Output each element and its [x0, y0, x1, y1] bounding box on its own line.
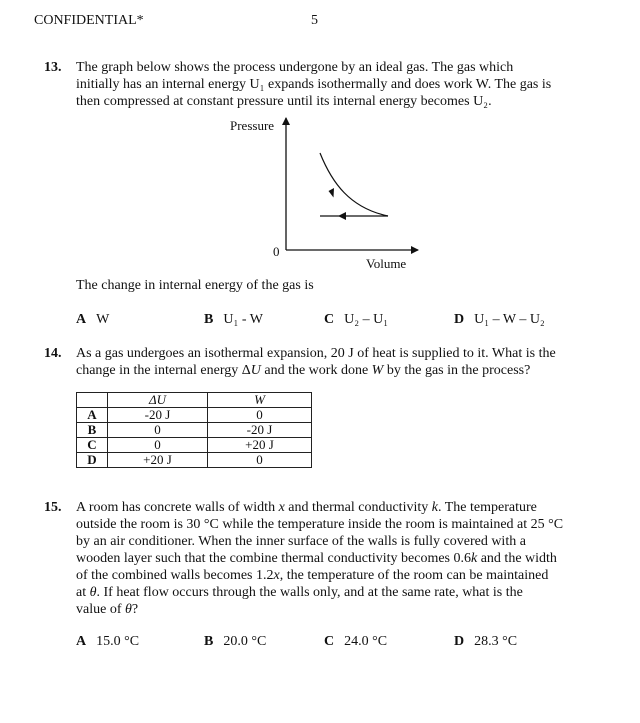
question-13-line-1: The graph below shows the process undergone by an ideal gas. The gas which	[76, 60, 514, 75]
q14-line-2-part: change in the internal energy Δ	[76, 363, 251, 378]
question-15-line-3: by an air conditioner. When the inner surface of the walls is fully covered with a	[76, 534, 526, 549]
q15-option-c	[324, 633, 387, 650]
row-w: 0	[208, 453, 312, 468]
header-delta-u-text: ΔU	[148, 392, 167, 407]
table-row	[77, 408, 312, 423]
question-15-line-5	[76, 567, 586, 584]
row-w: 0	[208, 408, 312, 423]
q13-option-b-text: U₁ - W	[223, 312, 263, 327]
q15-var-x: x	[273, 568, 280, 583]
q13-option-b-letter: B	[204, 312, 214, 327]
q13-option-a	[76, 311, 109, 328]
q14-line-2-part: and the work done	[260, 363, 372, 378]
q13-option-a-text: W	[96, 312, 110, 327]
question-15-line-1	[76, 499, 586, 516]
q15-var-k: k	[471, 551, 478, 566]
question-15-text	[76, 499, 586, 618]
row-delta-u: 0	[108, 423, 208, 438]
header-w-text: W	[254, 392, 265, 407]
table-row	[77, 438, 312, 453]
question-14-text	[76, 345, 586, 379]
q15-text-part: ?	[131, 602, 139, 617]
question-14-line-1: As a gas undergoes an isothermal expansion, 20 J of heat is supplied to it. What is the	[76, 346, 556, 361]
table-row	[77, 423, 312, 438]
pv-graph	[220, 108, 430, 276]
page-number: 5	[311, 13, 318, 28]
table-header-row	[77, 393, 312, 408]
q15-option-c-letter: C	[324, 634, 335, 649]
q15-text-part: value of	[76, 602, 125, 617]
q15-var-k: k	[431, 500, 438, 515]
confidential-label: CONFIDENTIAL*	[34, 13, 144, 28]
q15-option-d-letter: D	[454, 634, 465, 649]
row-delta-u: 0	[108, 438, 208, 453]
q13-option-b	[204, 311, 263, 328]
isothermal-curve	[320, 153, 388, 216]
q15-text-part: and thermal conductivity	[284, 500, 432, 515]
q15-option-b-text: 20.0 °C	[223, 634, 267, 649]
q15-text-part: . The temperature	[437, 500, 537, 515]
x-axis-label: Volume	[366, 256, 407, 271]
question-15-number: 15.	[44, 500, 62, 515]
question-14-number: 14.	[44, 346, 62, 361]
curve-arrowhead	[329, 188, 335, 198]
q15-text-part: , the temperature of the room can be maintained	[279, 568, 549, 583]
header-delta-u	[108, 393, 208, 408]
q15-var-x: x	[278, 500, 285, 515]
q15-option-d-text: 28.3 °C	[474, 634, 518, 649]
question-13-number: 13.	[44, 60, 62, 75]
q15-var-theta: θ	[89, 585, 97, 600]
q13-option-a-letter: A	[76, 312, 87, 327]
q15-text-part: wooden layer such that the combine thermal conductivity becomes 0.6	[76, 551, 471, 566]
q13-option-c	[324, 311, 388, 328]
q15-option-a-text: 15.0 °C	[96, 634, 140, 649]
question-13-line-3: then compressed at constant pressure until its internal energy becomes U₂.	[76, 94, 492, 109]
question-15-line-7	[76, 601, 586, 618]
question-15-line-4	[76, 550, 586, 567]
q13-option-c-text: U₂ – U₁	[344, 312, 389, 327]
q15-option-b-letter: B	[204, 634, 214, 649]
question-15-line-6	[76, 584, 586, 601]
question-13-prompt: The change in internal energy of the gas is	[76, 278, 314, 293]
row-w: +20 J	[208, 438, 312, 453]
q14-line-2-part: by the gas in the process?	[383, 363, 531, 378]
q14-answer-table	[76, 392, 312, 468]
table-corner-cell	[77, 393, 108, 408]
q15-text-part: of the combined walls becomes 1.2	[76, 568, 274, 583]
q15-option-a	[76, 633, 139, 650]
row-delta-u: +20 J	[108, 453, 208, 468]
q15-option-c-text: 24.0 °C	[344, 634, 388, 649]
q15-option-b	[204, 633, 266, 650]
question-14-line-2	[76, 362, 586, 379]
question-15-line-2: outside the room is 30 °C while the temperature inside the room is maintained at 25 °C	[76, 517, 564, 532]
q14-var-w: W	[371, 363, 384, 378]
q13-option-d-text: U₁ – W – U₂	[474, 312, 545, 327]
isobaric-arrowhead	[338, 212, 346, 220]
header-w	[208, 393, 312, 408]
row-label: C	[77, 438, 108, 453]
q14-var-u: U	[250, 363, 261, 378]
q15-text-part: A room has concrete walls of width	[76, 500, 279, 515]
q15-option-a-letter: A	[76, 634, 87, 649]
question-13-line-2: initially has an internal energy U₁ expands isothermally and does work W. The gas is	[76, 77, 552, 92]
y-axis-label: Pressure	[230, 118, 275, 133]
question-13-text	[76, 59, 586, 110]
q15-text-part: at	[76, 585, 90, 600]
origin-label: 0	[273, 244, 280, 259]
q13-option-d	[454, 311, 545, 328]
row-delta-u: -20 J	[108, 408, 208, 423]
q13-option-d-letter: D	[454, 312, 465, 327]
q15-text-part: . If heat flow occurs through the walls only, and at the same rate, what is the	[96, 585, 523, 600]
row-label: B	[77, 423, 108, 438]
q15-option-d	[454, 633, 517, 650]
row-w: -20 J	[208, 423, 312, 438]
row-label: A	[77, 408, 108, 423]
q15-text-part: and the width	[477, 551, 557, 566]
row-label: D	[77, 453, 108, 468]
q15-var-theta: θ	[124, 602, 132, 617]
q13-option-c-letter: C	[324, 312, 335, 327]
table-row	[77, 453, 312, 468]
